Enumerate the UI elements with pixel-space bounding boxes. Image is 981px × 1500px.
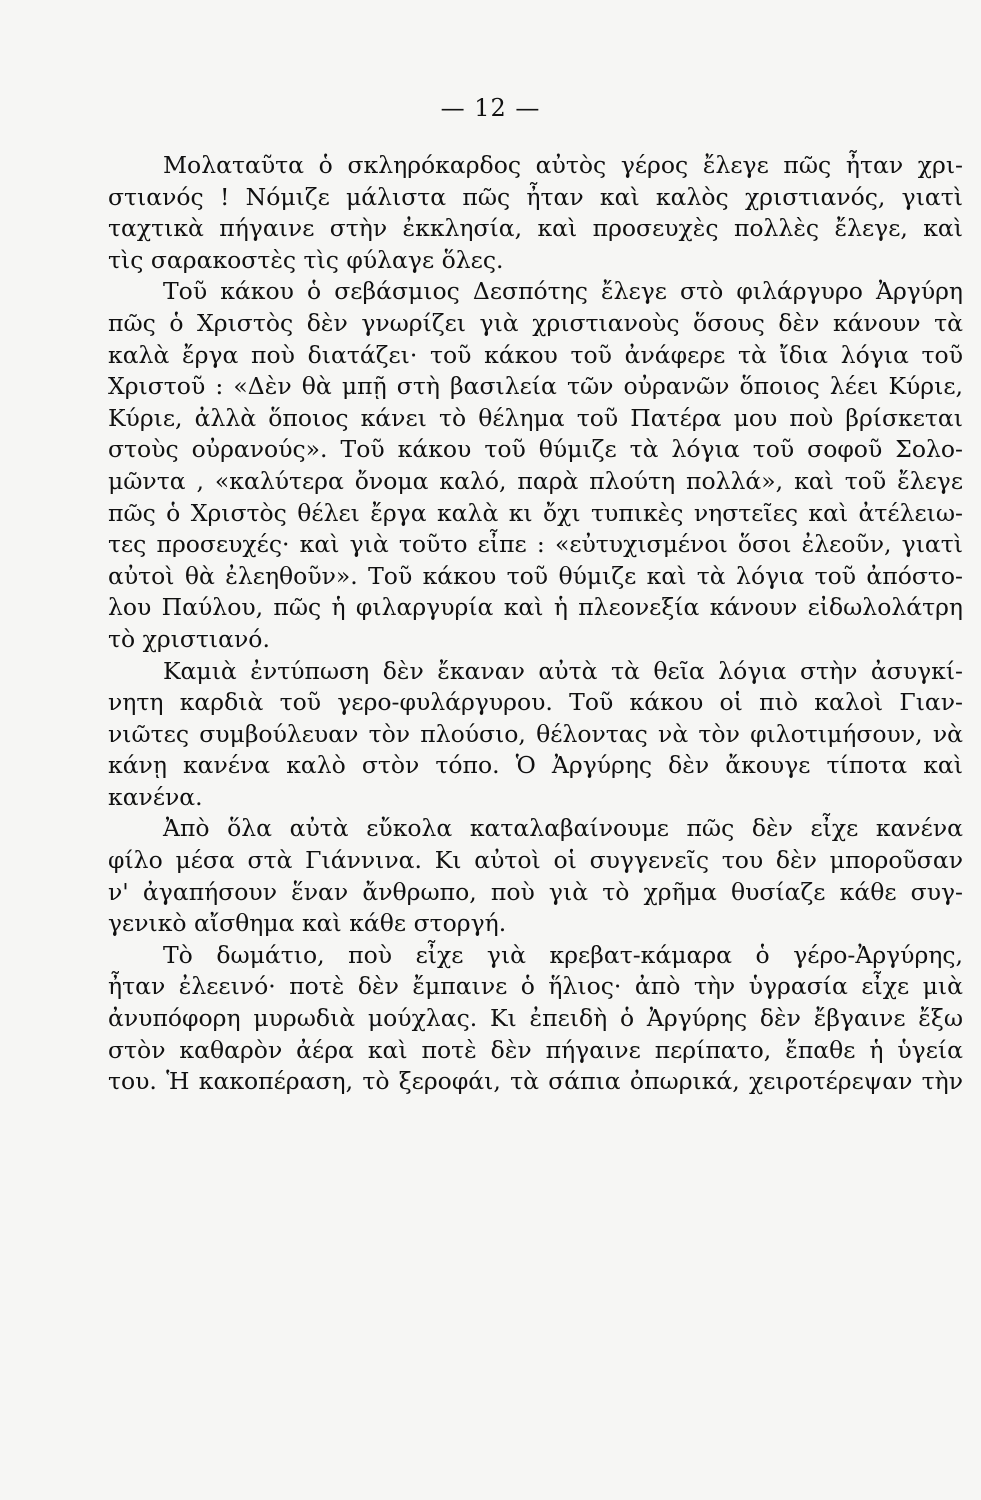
text-line: ἦταν ἐλεεινό· ποτὲ δὲν ἔμπαινε ὁ ἥλιος· ἀπὸ τὴν ὑγρασία εἶχε μιὰ <box>108 972 963 1001</box>
text-line: ν' ἀγαπήσουν ἕναν ἄνθρωπο, ποὺ γιὰ τὸ χρῆμα θυσίαζε κάθε συγ- <box>108 877 963 906</box>
text-line: πῶς ὁ Χριστὸς δὲν γνωρίζει γιὰ χριστιανοὺς ὅσους δὲν κάνουν τὰ <box>108 308 963 337</box>
text-line: Χριστοῦ : «Δὲν θὰ μπῇ στὴ βασιλεία τῶν οὐρανῶν ὅποιος λέει Κύριε, <box>108 372 963 401</box>
text-line: Κύριε, ἀλλὰ ὅποιος κάνει τὸ θέλημα τοῦ Πατέρα μου ποὺ βρίσκεται <box>108 403 963 432</box>
text-line: του. Ἡ κακοπέραση, τὸ ξεροφάι, τὰ σάπια ὀπωρικά, χειροτέρεψαν τὴν <box>108 1067 963 1096</box>
text-line: ταχτικὰ πήγαινε στὴν ἐκκλησία, καὶ προσευχὲς πολλὲς ἔλεγε, καὶ <box>108 214 963 243</box>
text-line: νητη καρδιὰ τοῦ γερο-φυλάργυρου. Τοῦ κάκου οἱ πιὸ καλοὶ Γιαν- <box>108 688 963 717</box>
body-text <box>108 150 963 1098</box>
text-line: κανένα. <box>108 782 203 811</box>
text-line: Καμιὰ ἐντύπωση δὲν ἔκαναν αὐτὰ τὰ θεῖα λόγια στὴν ἀσυγκί- <box>163 656 963 685</box>
text-line: κάνῃ κανένα καλὸ στὸν τόπο. Ὁ Ἀργύρης δὲν ἄκουγε τίποτα καὶ <box>108 751 963 780</box>
text-line: Τὸ δωμάτιο, ποὺ εἶχε γιὰ κρεβατ-κάμαρα ὁ γέρο-Ἀργύρης, <box>163 940 963 969</box>
text-line: Ἀπὸ ὅλα αὐτὰ εὔκολα καταλαβαίνουμε πῶς δὲν εἶχε κανένα <box>163 814 963 843</box>
text-line: Μολαταῦτα ὁ σκληρόκαρδος αὐτὸς γέρος ἔλεγε πῶς ἦταν χρι- <box>163 151 963 179</box>
text-line: αὐτοὶ θὰ ἐλεηθοῦν». Τοῦ κάκου τοῦ θύμιζε καὶ τὰ λόγια τοῦ ἀπόστο- <box>108 561 963 590</box>
text-line: τὸ χριστιανό. <box>108 624 270 653</box>
text-line: τὶς σαρακοστὲς τὶς φύλαγε ὅλες. <box>108 245 504 274</box>
text-line: φίλο μέσα στὰ Γιάννινα. Κι αὐτοὶ οἱ συγγενεῖς του δὲν μποροῦσαν <box>108 846 963 875</box>
text-line: γενικὸ αἴσθημα καὶ κάθε στοργή. <box>108 909 507 938</box>
text-line: ἀνυπόφορη μυρωδιὰ μούχλας. Κι ἐπειδὴ ὁ Ἀργύρης δὲν ἔβγαινε ἔξω <box>108 1004 963 1033</box>
page-number: — 12 — <box>440 94 541 122</box>
text-line: πῶς ὁ Χριστὸς θέλει ἔργα καλὰ κι ὄχι τυπικὲς νηστεῖες καὶ ἀτέλειω- <box>108 498 963 527</box>
text-line: λου Παύλου, πῶς ἡ φιλαργυρία καὶ ἡ πλεονεξία κάνουν εἰδωλολάτρη <box>108 593 963 622</box>
text-line: Τοῦ κάκου ὁ σεβάσμιος Δεσπότης ἔλεγε στὸ φιλάργυρο Ἀργύρη <box>163 277 963 306</box>
text-line: νιῶτες συμβούλευαν τὸν πλούσιο, θέλοντας νὰ τὸν φιλοτιμήσουν, νὰ <box>108 719 963 748</box>
text-line: μῶντα , «καλύτερα ὄνομα καλό, παρὰ πλούτη πολλά», καὶ τοῦ ἔλεγε <box>108 466 963 495</box>
text-line: καλὰ ἔργα ποὺ διατάζει· τοῦ κάκου τοῦ ἀνάφερε τὰ ἴδια λόγια τοῦ <box>108 340 963 369</box>
text-line: στοὺς οὐρανούς». Τοῦ κάκου τοῦ θύμιζε τὰ λόγια τοῦ σοφοῦ Σολο- <box>108 435 963 464</box>
text-line: στιανός ! Νόμιζε μάλιστα πῶς ἦταν καὶ καλὸς χριστιανός, γιατὶ <box>108 182 963 211</box>
text-line: στὸν καθαρὸν ἀέρα καὶ ποτὲ δὲν πήγαινε περίπατο, ἔπαθε ἡ ὑγεία <box>108 1035 963 1064</box>
text-line: τες προσευχές· καὶ γιὰ τοῦτο εἶπε : «εὐτυχισμένοι ὅσοι ἐλεοῦν, γιατὶ <box>108 530 963 559</box>
